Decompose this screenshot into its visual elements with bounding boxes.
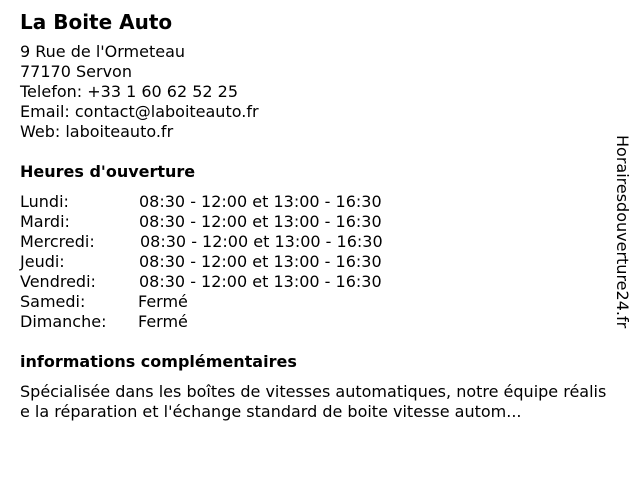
phone-line: Telefon: +33 1 60 62 52 25	[20, 82, 239, 101]
side-brand-watermark: Horairesdouverture24.fr	[613, 135, 632, 329]
business-name: La Boite Auto	[20, 10, 173, 34]
hours-heading: Heures d'ouverture	[20, 162, 196, 181]
hours-table	[20, 192, 610, 332]
day-hours: 08:30 - 12:00 et 13:00 - 16:30	[139, 252, 382, 271]
day-hours: Fermé	[138, 292, 188, 311]
info-heading: informations complémentaires	[20, 352, 297, 371]
address-city: 77170 Servon	[20, 62, 132, 81]
day-hours: 08:30 - 12:00 et 13:00 - 16:30	[139, 192, 382, 211]
day-hours: 08:30 - 12:00 et 13:00 - 16:30	[140, 232, 383, 251]
day-hours: Fermé	[138, 312, 188, 331]
day-hours: 08:30 - 12:00 et 13:00 - 16:30	[139, 272, 382, 291]
hours-row-thursday	[20, 252, 610, 272]
business-card	[20, 10, 610, 422]
day-label: Lundi:	[20, 192, 69, 211]
day-label: Jeudi:	[20, 252, 65, 271]
web-line: Web: laboiteauto.fr	[20, 122, 174, 141]
hours-row-sunday	[20, 312, 610, 332]
info-text: Spécialisée dans les boîtes de vitesses automatiques, notre équipe réalise la réparation et l'échange standard de boite vitesse autom...	[20, 382, 607, 421]
hours-row-saturday	[20, 292, 610, 312]
day-label: Dimanche:	[20, 312, 107, 331]
day-label: Vendredi:	[20, 272, 96, 291]
hours-row-tuesday	[20, 212, 610, 232]
hours-row-friday	[20, 272, 610, 292]
hours-row-monday	[20, 192, 610, 212]
day-label: Mercredi:	[20, 232, 95, 251]
day-label: Mardi:	[20, 212, 70, 231]
day-hours: 08:30 - 12:00 et 13:00 - 16:30	[139, 212, 382, 231]
address-street: 9 Rue de l'Ormeteau	[20, 42, 186, 61]
email-line: Email: contact@laboiteauto.fr	[20, 102, 259, 121]
hours-row-wednesday	[20, 232, 610, 252]
day-label: Samedi:	[20, 292, 86, 311]
